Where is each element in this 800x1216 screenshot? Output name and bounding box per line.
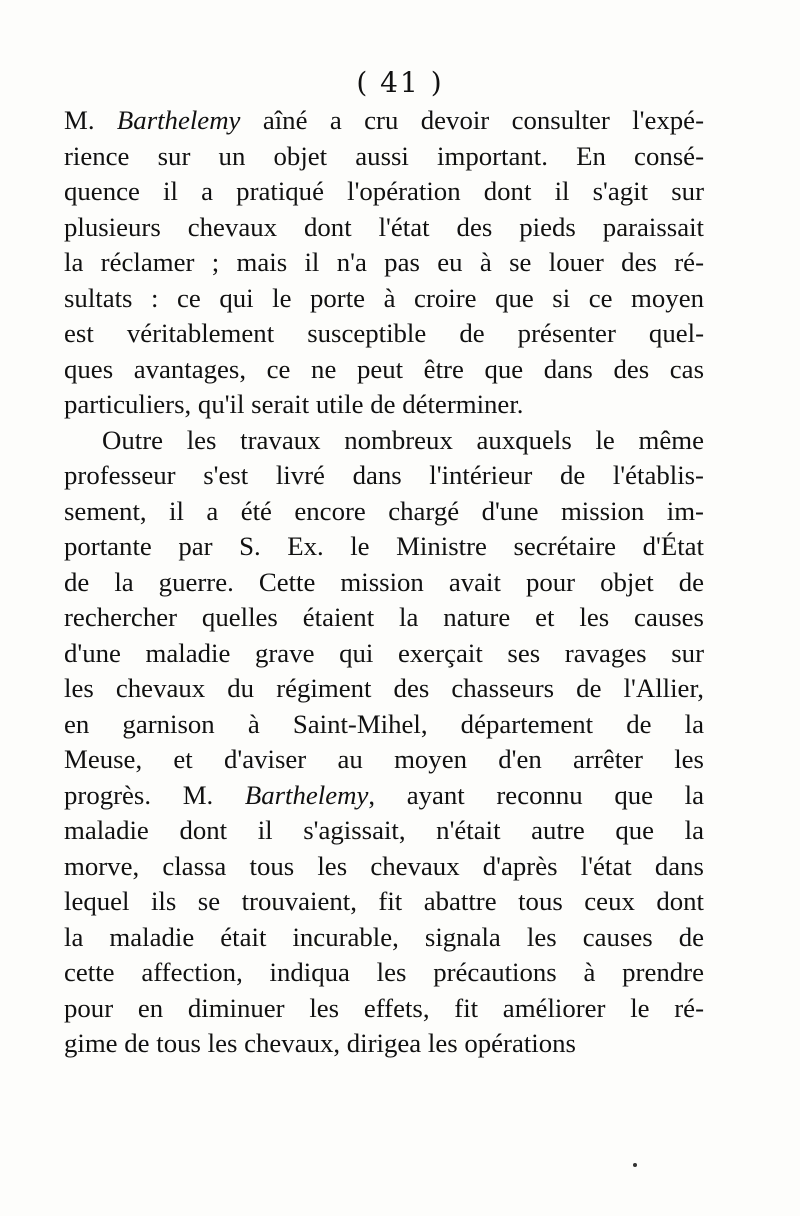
text-segment: de la guerre. Cette mission avait pour objet de (64, 566, 704, 597)
text-segment: maladie dont il s'agissait, n'était autre que la (64, 815, 704, 845)
text-line (64, 139, 704, 175)
text-segment: sultats : ce qui le porte à croire que si ce moyen (64, 282, 704, 313)
text-line (64, 174, 704, 210)
page-number: ( 41 ) (356, 66, 444, 99)
text-segment: particuliers, qu'il serait utile de déterminer. (64, 389, 524, 419)
text-line (64, 245, 704, 281)
text-line (64, 494, 704, 530)
text-segment: d'une maladie grave qui exerçait ses ravages sur (64, 637, 704, 668)
text-segment: aîné a cru devoir consulter l'expé- (240, 105, 704, 135)
text-segment: morve, classa tous les chevaux d'après l'état dans (64, 850, 704, 881)
text-segment: professeur s'est livré dans l'intérieur de l'établis- (64, 460, 704, 490)
text-segment: cette affection, indiqua les précautions à prendre (64, 957, 704, 987)
text-segment: sement, il a été encore chargé d'une mission im- (64, 495, 704, 526)
text-line (64, 955, 704, 991)
text-segment: Outre les travaux nombreux auxquels le même (102, 424, 704, 455)
text-line (64, 565, 704, 601)
text-line (64, 352, 704, 388)
text-segment: la maladie était incurable, signala les causes de (64, 921, 704, 952)
text-line (64, 1026, 704, 1062)
text-line (64, 423, 704, 459)
text-segment: M. (64, 105, 117, 135)
text-line (64, 103, 704, 139)
text-segment: pour en diminuer les effets, fit améliorer le ré- (64, 992, 704, 1023)
text-line (64, 742, 704, 778)
text-line (64, 671, 704, 707)
text-segment: progrès. M. (64, 779, 245, 810)
text-line (64, 387, 704, 423)
text-line (64, 707, 704, 743)
text-segment: rechercher quelles étaient la nature et les causes (64, 602, 704, 632)
text-segment: en garnison à Saint-Mihel, département de la (64, 708, 704, 739)
text-segment: les chevaux du régiment des chasseurs de l'Allier, (64, 673, 704, 703)
text-line (64, 600, 704, 636)
text-line (64, 281, 704, 317)
body-text (64, 103, 704, 1062)
text-segment: gime de tous les chevaux, dirigea les opérations (64, 1028, 576, 1058)
text-segment: la réclamer ; mais il n'a pas eu à se louer des ré- (64, 247, 704, 277)
text-segment: quence il a pratiqué l'opération dont il s'agit sur (64, 176, 704, 206)
text-segment: Meuse, et d'aviser au moyen d'en arrêter les (64, 744, 704, 774)
text-segment: lequel ils se trouvaient, fit abattre tous ceux dont (64, 886, 704, 916)
text-line (64, 778, 704, 814)
text-line (64, 210, 704, 246)
text-line (64, 813, 704, 849)
text-segment: plusieurs chevaux dont l'état des pieds paraissait (64, 211, 704, 242)
text-segment: , ayant reconnu que la (368, 779, 704, 810)
text-line (64, 920, 704, 956)
text-line (64, 849, 704, 885)
text-line (64, 636, 704, 672)
text-line (64, 991, 704, 1027)
text-segment: portante par S. Ex. le Ministre secrétaire d'État (64, 531, 704, 561)
text-segment: est véritablement susceptible de présenter quel- (64, 318, 704, 348)
text-line (64, 458, 704, 494)
text-segment: rience sur un objet aussi important. En consé- (64, 140, 704, 171)
print-speck (633, 1163, 637, 1167)
text-line (64, 316, 704, 352)
italic-name: Barthelemy (116, 105, 241, 135)
text-line (64, 884, 704, 920)
text-segment: ques avantages, ce ne peut être que dans des cas (64, 353, 704, 384)
italic-name: Barthelemy (244, 779, 369, 810)
text-line (64, 529, 704, 565)
